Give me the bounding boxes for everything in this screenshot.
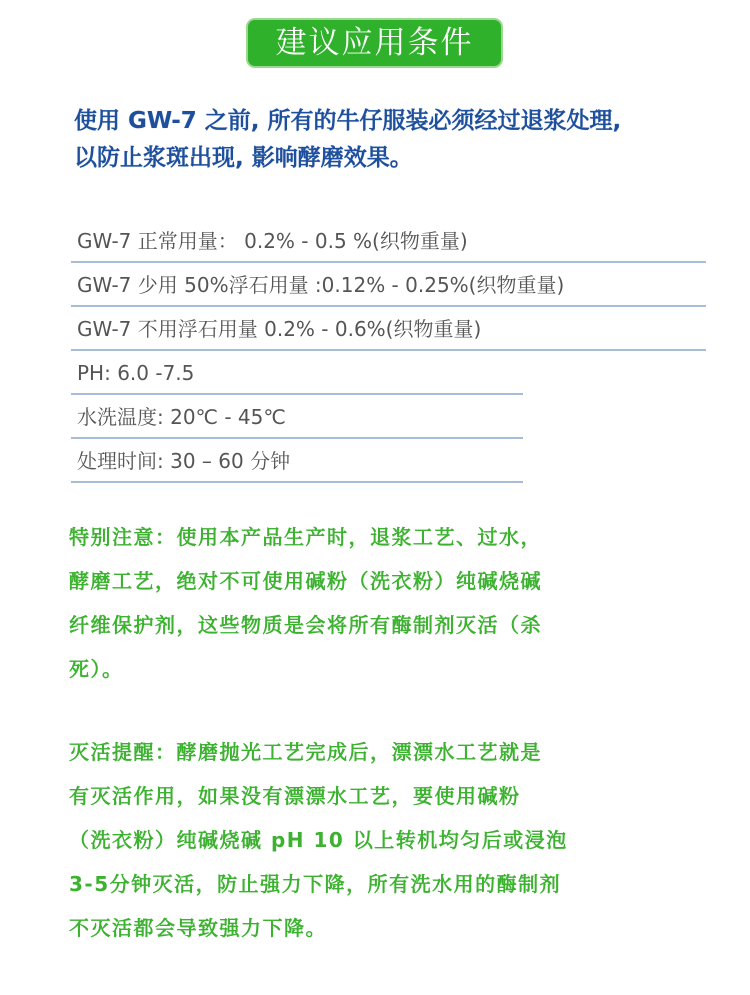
spec-row-duration: 处理时间: 30 – 60 分钟 bbox=[71, 440, 523, 483]
notice-line: 特别注意：使用本产品生产时，退浆工艺、过水， bbox=[69, 525, 542, 549]
spec-row-temperature: 水洗温度: 20℃ - 45℃ bbox=[71, 396, 523, 439]
special-notice bbox=[69, 515, 689, 691]
notice-line: 酵磨工艺，绝对不可使用碱粉（洗衣粉）纯碱烧碱 bbox=[69, 569, 542, 593]
section-title: 建议应用条件 bbox=[248, 20, 501, 66]
spec-row-reduced-stone-dosage: GW-7 少用 50%浮石用量 :0.12% - 0.25%(织物重量) bbox=[71, 264, 706, 307]
intro-line: 使用 GW-7 之前, 所有的牛仔服装必须经过退浆处理, bbox=[74, 108, 622, 134]
notice-line: 死）。 bbox=[69, 657, 124, 681]
reminder-line: 不灭活都会导致强力下降。 bbox=[69, 916, 327, 940]
spec-row-no-stone-dosage: GW-7 不用浮石用量 0.2% - 0.6%(织物重量) bbox=[71, 308, 706, 351]
intro-line: 以防止浆斑出现, 影响酵磨效果。 bbox=[74, 145, 413, 171]
reminder-line: 3-5分钟灭活，防止强力下降，所有洗水用的酶制剂 bbox=[69, 872, 562, 896]
spec-row-normal-dosage: GW-7 正常用量： 0.2% - 0.5 %(织物重量) bbox=[71, 220, 706, 263]
reminder-line: 灭活提醒：酵磨抛光工艺完成后，漂漂水工艺就是 bbox=[69, 740, 542, 764]
spec-row-ph: PH: 6.0 -7.5 bbox=[71, 352, 523, 395]
deactivation-reminder bbox=[69, 730, 689, 950]
reminder-line: 有灭活作用，如果没有漂漂水工艺，要使用碱粉 bbox=[69, 784, 521, 808]
notice-line: 纤维保护剂，这些物质是会将所有酶制剂灭活（杀 bbox=[69, 613, 542, 637]
reminder-line: （洗衣粉）纯碱烧碱 pH 10 以上转机均匀后或浸泡 bbox=[69, 828, 568, 852]
intro-paragraph bbox=[74, 103, 724, 177]
